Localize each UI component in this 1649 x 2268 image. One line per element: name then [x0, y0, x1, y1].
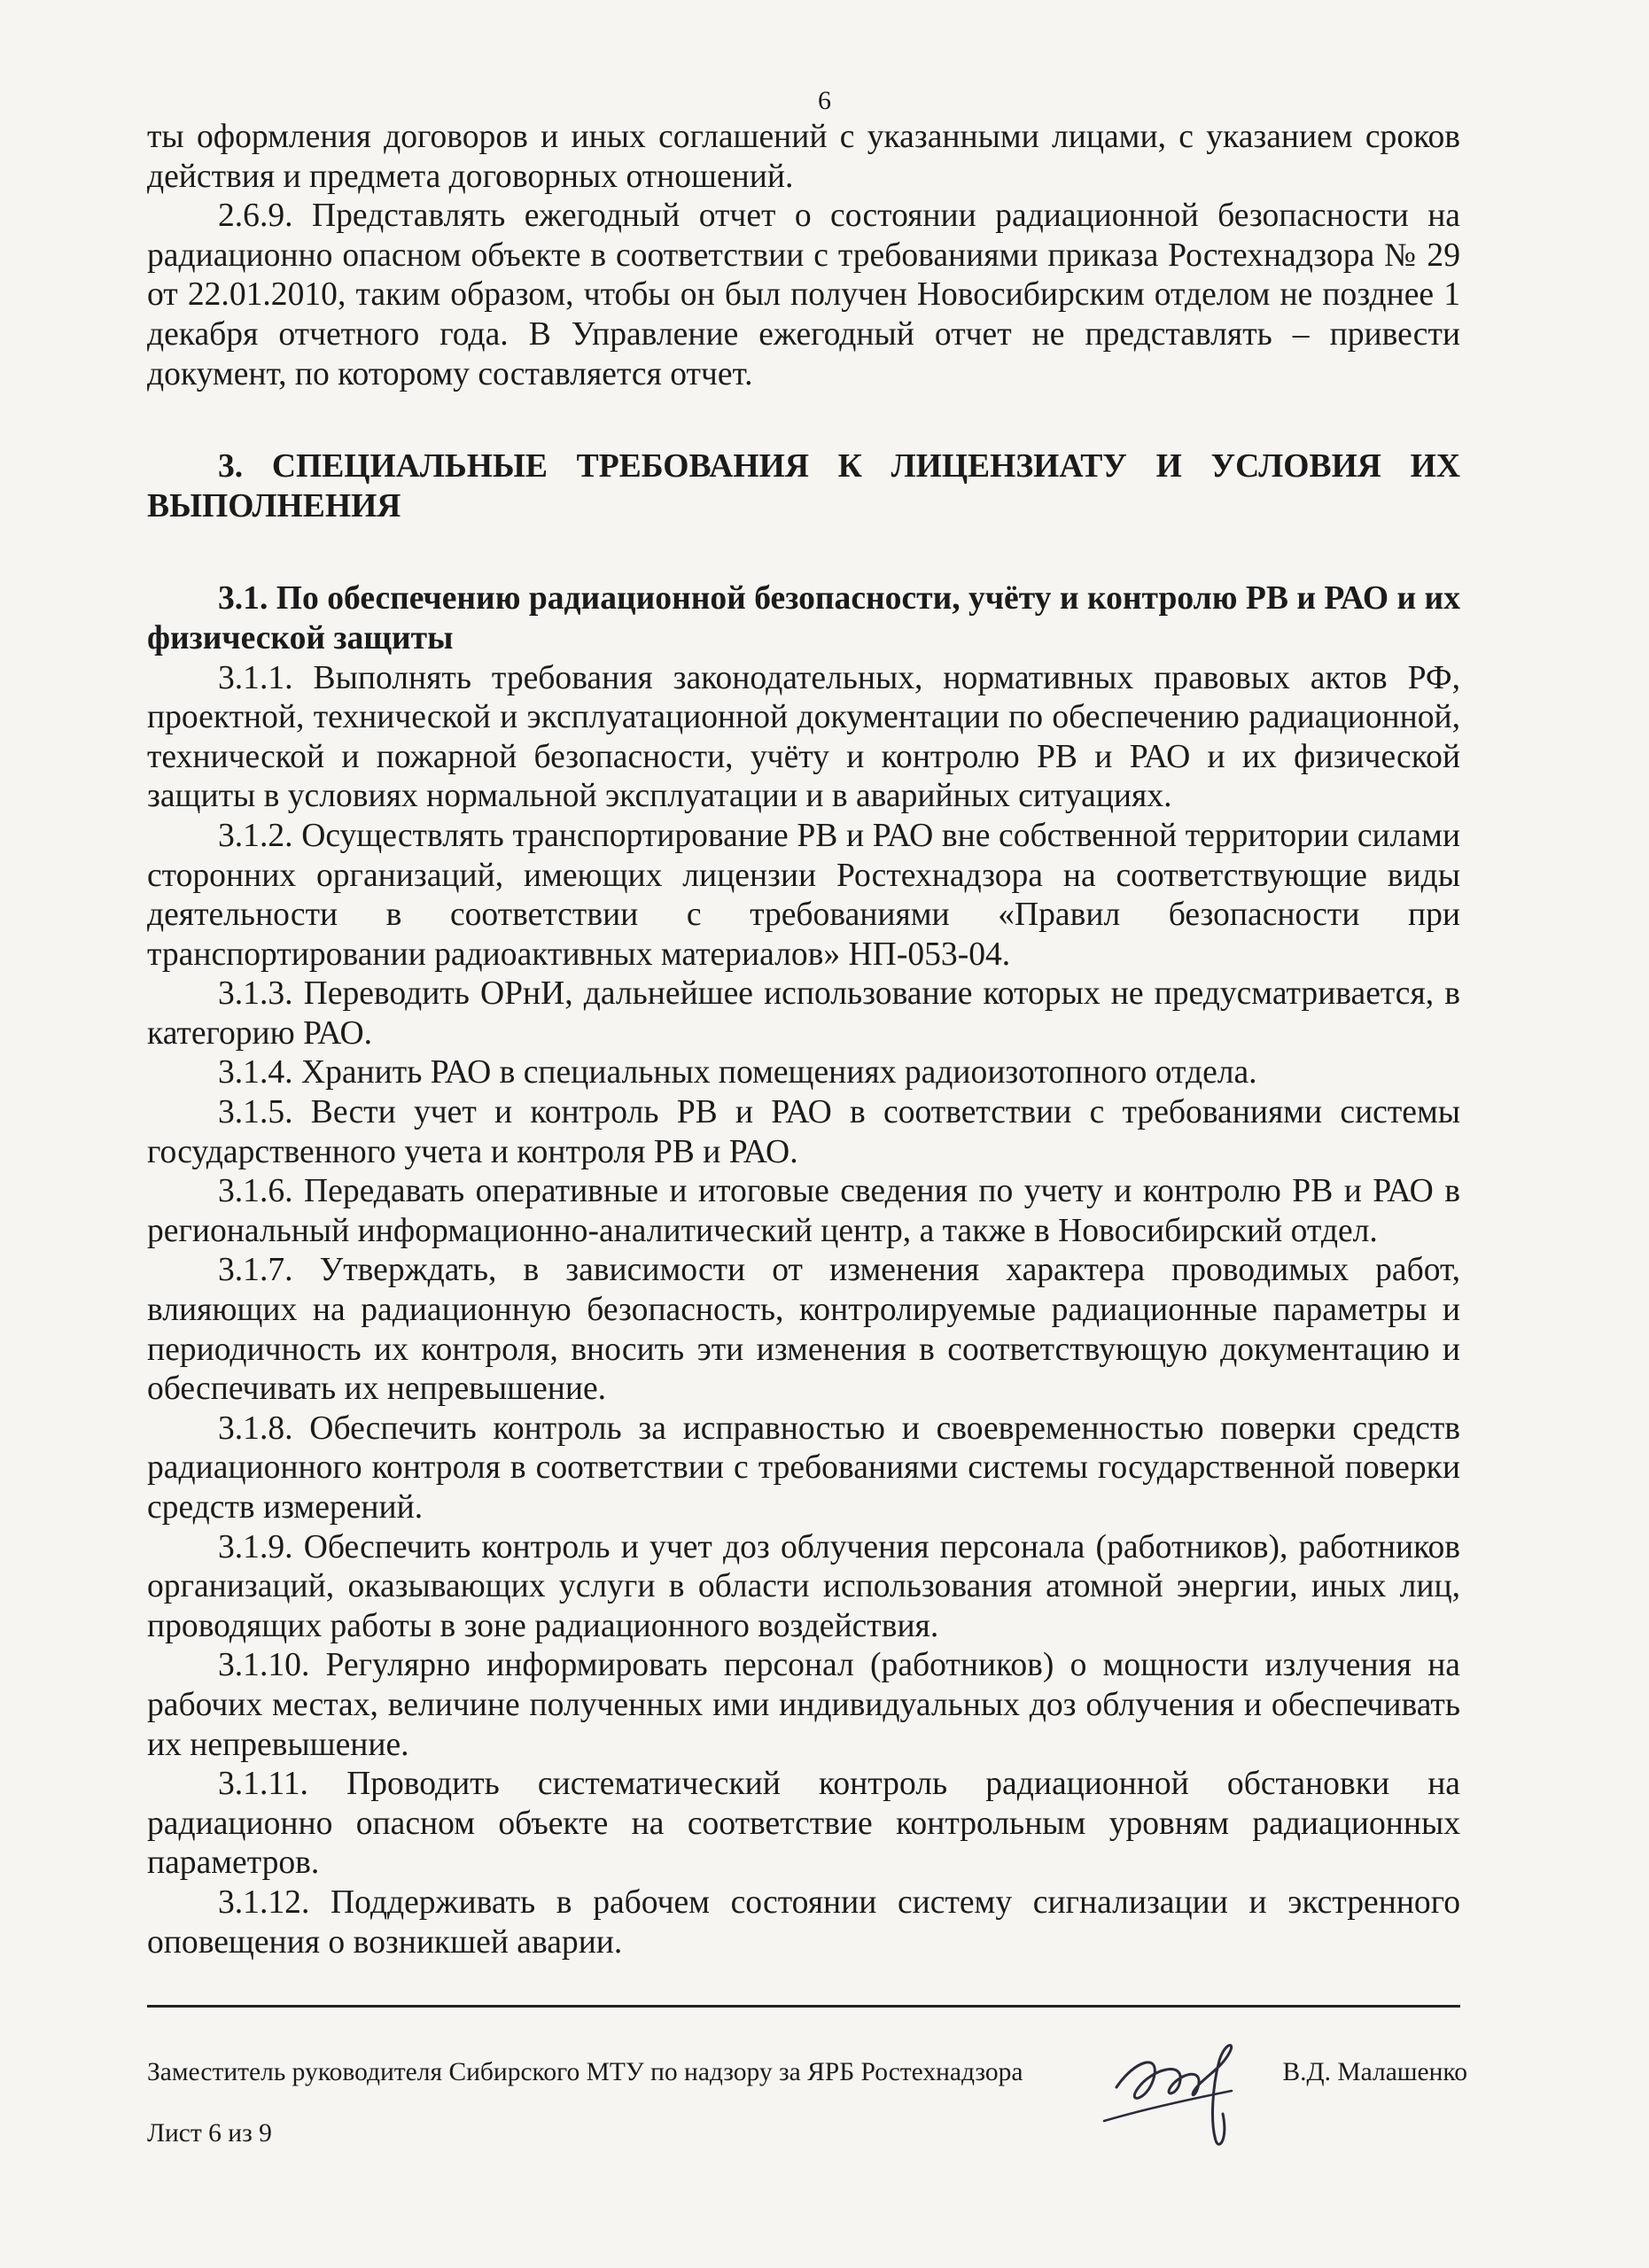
paragraph-3-1-2: 3.1.2. Осуществлять транспортирование РВ и РАО вне собственной территории силами сторонних организаций, имеющих лицензии Ростехнадзора на соответствующие виды деятельности в соответствии с требованиями «Правил безопасности при транспортировании радиоактивных материалов» НП-053-04. — [147, 817, 1460, 973]
signer-name: В.Д. Малашенко — [1282, 2058, 1467, 2086]
paragraph-3-1-5: 3.1.5. Вести учет и контроль РВ и РАО в соответствии с требованиями системы государственного учета и контроля РВ и РАО. — [147, 1094, 1460, 1170]
section-3-heading: 3. СПЕЦИАЛЬНЫЕ ТРЕБОВАНИЯ К ЛИЦЕНЗИАТУ И УСЛОВИЯ ИХ ВЫПОЛНЕНИЯ — [147, 448, 1460, 524]
subsection-3-1-heading: 3.1. По обеспечению радиационной безопасности, учёту и контролю РВ и РАО и их физической защиты — [147, 580, 1460, 656]
paragraph-3-1-10: 3.1.10. Регулярно информировать персонал (работников) о мощности излучения на рабочих местах, величине полученных ими индивидуальных доз облучения и обеспечивать их непревышение. — [147, 1647, 1460, 1763]
paragraph-3-1-1: 3.1.1. Выполнять требования законодательных, нормативных правовых актов РФ, проектной, технической и эксплуатационной документации по обеспечению радиационной, технической и пожарной безопасности, учёту и контролю РВ и РАО и их физической защиты в условиях нормальной эксплуатации и в аварийных ситуациях. — [147, 659, 1460, 815]
paragraph-3-1-8: 3.1.8. Обеспечить контроль за исправностью и своевременностью поверки средств радиационного контроля в соответствии с требованиями системы государственной поверки средств измерений. — [147, 1410, 1460, 1526]
document-body — [147, 118, 1460, 1962]
paragraph-3-1-9: 3.1.9. Обеспечить контроль и учет доз облучения персонала (работников), работников организаций, оказывающих услуги в области использования атомной энергии, иных лиц, проводящих работы в зоне радиационного воздействия. — [147, 1528, 1460, 1644]
paragraph-3-1-3: 3.1.3. Переводить ОРнИ, дальнейшее использование которых не предусматривается, в категорию РАО. — [147, 975, 1460, 1052]
paragraph-3-1-12: 3.1.12. Поддерживать в рабочем состоянии систему сигнализации и экстренного оповещения о возникшей аварии. — [147, 1884, 1460, 1961]
sheet-counter: Лист 6 из 9 — [147, 2119, 272, 2148]
paragraph-3-1-7: 3.1.7. Утверждать, в зависимости от изменения характера проводимых работ, влияющих на радиационную безопасность, контролируемые радиационные параметры и периодичность их контроля, вносить эти изменения в соответствующую документацию и обеспечивать их непревышение. — [147, 1252, 1460, 1408]
paragraph-3-1-6: 3.1.6. Передавать оперативные и итоговые сведения по учету и контролю РВ и РАО в региональный информационно-аналитический центр, а также в Новосибирский отдел. — [147, 1173, 1460, 1249]
signer-role: Заместитель руководителя Сибирского МТУ по надзору за ЯРБ Ростехнадзора — [147, 2058, 1023, 2086]
paragraph-2-6-9: 2.6.9. Представлять ежегодный отчет о состоянии радиационной безопасности на радиационно опасном объекте в соответствии с требованиями приказа Ростехнадзора № 29 от 22.01.2010, таким образом, чтобы он был получен Новосибирским отделом не позднее 1 декабря отчетного года. В Управление ежегодный отчет не представлять – привести документ, по которому составляется отчет. — [147, 198, 1460, 392]
paragraph-3-1-11: 3.1.11. Проводить систематический контроль радиационной обстановки на радиационно опасном объекте на соответствие контрольным уровням радиационных параметров. — [147, 1766, 1460, 1882]
page-number: 6 — [818, 86, 831, 115]
paragraph-continuation: ты оформления договоров и иных соглашений с указанными лицами, с указанием сроков действия и предмета договорных отношений. — [147, 119, 1460, 195]
paragraph-3-1-4: 3.1.4. Хранить РАО в специальных помещениях радиоизотопного отдела. — [218, 1054, 1257, 1091]
handwritten-signature — [1099, 2025, 1258, 2158]
footer-divider — [147, 2005, 1460, 2008]
